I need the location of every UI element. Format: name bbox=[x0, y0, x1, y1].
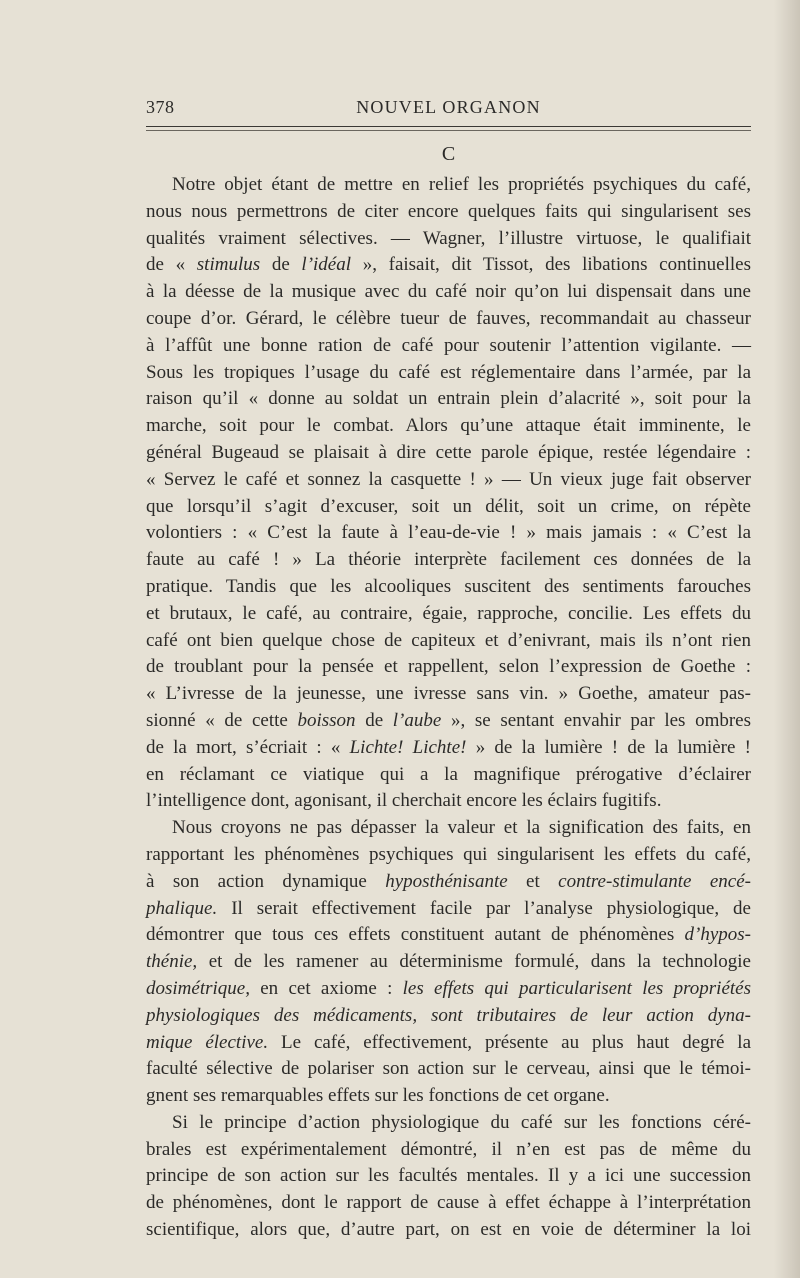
text-line: thénie, et de les ramener au déterminisme formulé, dans la technologie bbox=[146, 951, 751, 973]
text-line: Notre objet étant de mettre en relief les propriétés psychiques du café, bbox=[172, 174, 751, 195]
text-line: Sous les tropiques l’usage du café est réglementaire dans l’armée, par la bbox=[146, 361, 751, 383]
text-line: faculté sélective de polariser son action sur le cerveau, ainsi que le témoi- bbox=[146, 1058, 751, 1080]
text-line: sionné « de cette boisson de l’aube », se sentant envahir par les ombres bbox=[146, 709, 751, 731]
text-line: de la mort, s’écriait : « Lichte! Lichte! » de la lumière ! de la lumière ! bbox=[146, 736, 751, 758]
text-line: mique élective. Le café, effectivement, présente au plus haut degré la bbox=[146, 1031, 752, 1053]
text-line: raison qu’il « donne au soldat un entrain plein d’alacrité », soit pour la bbox=[146, 388, 751, 410]
text-line: brales est expérimentalement démontré, il n’en est pas de même du bbox=[146, 1138, 751, 1160]
text-line: rapportant les phénomènes psychiques qui singularisent les effets du café, bbox=[146, 843, 751, 865]
text-line: qualités vraiment sélectives. — Wagner, l’illustre virtuose, le qualifiait bbox=[146, 227, 751, 249]
text-line: phalique. Il serait effectivement facile par l’analyse physiologique, de bbox=[146, 897, 751, 919]
text-line: Nous croyons ne pas dépasser la valeur et la signification des faits, en bbox=[172, 817, 751, 839]
text-line: volontiers : « C’est la faute à l’eau-de-vie ! » mais jamais : « C’est la bbox=[146, 522, 751, 544]
page-header bbox=[146, 97, 751, 121]
page-edge-shadow bbox=[774, 0, 800, 1278]
text-line: « Servez le café et sonnez la casquette ! » — Un vieux juge fait observer bbox=[146, 468, 751, 490]
text-line: « L’ivresse de la jeunesse, une ivresse sans vin. » Goethe, amateur pas- bbox=[146, 683, 751, 705]
text-line: principe de son action sur les facultés mentales. Il y a ici une succession bbox=[146, 1165, 751, 1187]
text-line: physiologiques des médicaments, sont tributaires de leur action dyna- bbox=[146, 1004, 751, 1026]
text-line: à la déesse de la musique avec du café noir qu’on lui dispensait dans une bbox=[146, 281, 751, 303]
text-line: à l’affût une bonne ration de café pour soutenir l’attention vigilante. — bbox=[146, 334, 751, 356]
text-line: démontrer que tous ces effets constituent autant de phénomènes d’hypos- bbox=[146, 924, 751, 946]
text-line: faute au café ! » La théorie interprète facilement ces données de la bbox=[146, 549, 751, 571]
text-line: à son action dynamique hyposthénisante et contre-stimulante encé- bbox=[146, 870, 751, 892]
header-rule-secondary bbox=[146, 130, 751, 131]
text-line: gnent ses remarquables effets sur les fonctions de cet organe. bbox=[146, 1085, 610, 1107]
text-line: de « stimulus de l’idéal », faisait, dit Tissot, des libations continuelles bbox=[146, 254, 751, 276]
text-line: Si le principe d’action physiologique du café sur les fonctions céré- bbox=[172, 1111, 751, 1133]
text-line: marche, soit pour le combat. Alors qu’une attaque était imminente, le bbox=[146, 415, 751, 437]
page-number: 378 bbox=[146, 97, 175, 117]
text-line: l’intelligence dont, agonisant, il cherchait encore les éclairs fugitifs. bbox=[146, 790, 662, 812]
section-letter: C bbox=[441, 143, 456, 165]
text-line: de phénomènes, dont le rapport de cause à effet échappe à l’interprétation bbox=[146, 1192, 751, 1214]
text-line: que lorsqu’il s’agit d’excuser, soit un délit, soit un crime, on répète bbox=[146, 495, 751, 517]
text-line: scientifique, alors que, d’autre part, on est en voie de déterminer la loi bbox=[146, 1219, 751, 1241]
text-line: coupe d’or. Gérard, le célèbre tueur de fauves, recommandait au chasseur bbox=[146, 307, 751, 329]
text-line: en réclamant ce viatique qui a la magnifique prérogative d’éclairer bbox=[146, 763, 751, 785]
text-line: pratique. Tandis que les alcooliques suscitent des sentiments farouches bbox=[146, 575, 751, 597]
text-line: général Bugeaud se plaisait à dire cette parole épique, restée légendaire : bbox=[146, 441, 751, 463]
header-rule bbox=[146, 126, 751, 127]
text-line: et brutaux, le café, au contraire, égaie, rapproche, concilie. Les effets du bbox=[146, 602, 751, 624]
text-line: dosimétrique, en cet axiome : les effets qui particularisent les propriétés bbox=[146, 977, 751, 999]
body-text bbox=[146, 172, 751, 1244]
running-title: NOUVEL ORGANON bbox=[356, 97, 541, 117]
text-line: nous nous permettrons de citer encore quelques faits qui singularisent ses bbox=[146, 200, 751, 222]
text-line: café ont bien quelque chose de capiteux et d’enivrant, mais ils n’ont rien bbox=[146, 629, 751, 651]
text-line: de troublant pour la pensée et rappellent, selon l’expression de Goethe : bbox=[146, 656, 751, 678]
